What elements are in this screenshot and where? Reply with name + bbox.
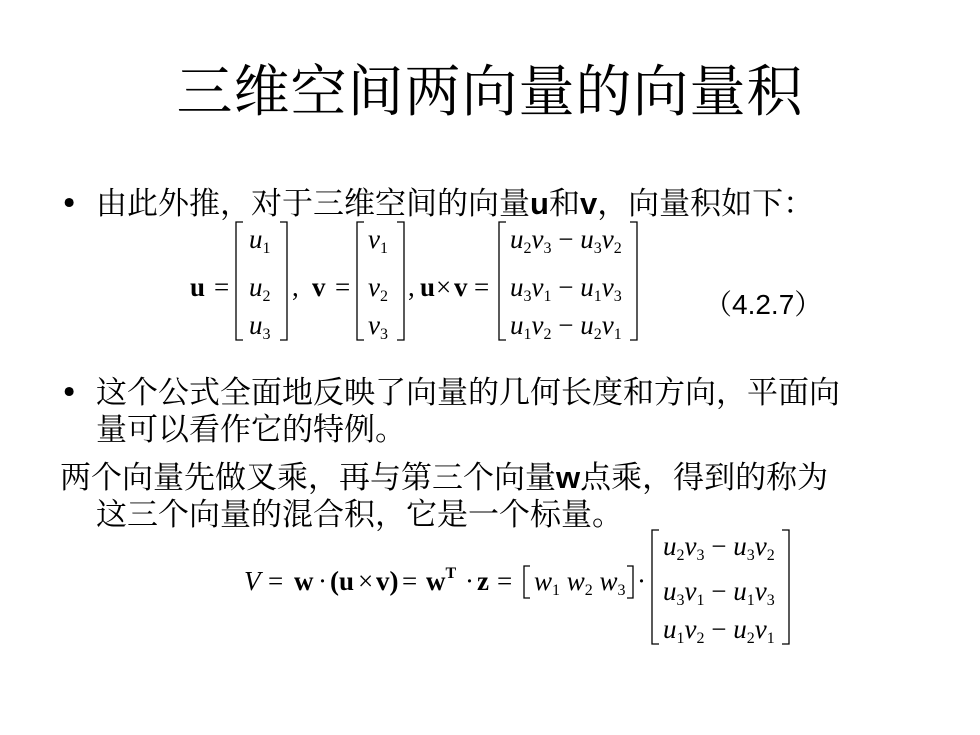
- svg-text:(u: (u: [330, 566, 355, 596]
- para3-w: w: [556, 460, 581, 495]
- svg-text:u1v2 − u2v1: u1v2 − u2v1: [663, 614, 775, 647]
- bullet-marker: •: [60, 186, 79, 222]
- svg-text:u1v2 − u2v1: u1v2 − u2v1: [510, 310, 622, 343]
- svg-text:=: =: [474, 272, 490, 302]
- eq-v-symbol: v: [312, 272, 326, 302]
- equation-number: （4.2.7）: [704, 289, 823, 320]
- bullet1-v: v: [579, 186, 598, 221]
- svg-text:w: w: [294, 566, 314, 596]
- svg-text:wT: $w^T$: [426, 565, 457, 596]
- svg-text:u3v1 − u1v3: u3v1 − u1v3: [663, 576, 775, 609]
- svg-text:,: ,: [292, 272, 299, 302]
- svg-text:=: =: [214, 272, 230, 302]
- svg-text:v3: v3: [368, 310, 388, 343]
- svg-text:u2: u2: [249, 272, 271, 305]
- bullet1-and: 和: [548, 186, 580, 222]
- svg-text:u: u: [420, 272, 436, 302]
- bullet1-suffix: ，向量积如下：: [597, 186, 815, 222]
- svg-text:v1: v1: [368, 224, 388, 257]
- svg-text:×: ×: [358, 566, 374, 596]
- svg-text:v: v: [454, 272, 468, 302]
- svg-text:,: ,: [408, 272, 415, 302]
- svg-text:·: ·: [637, 566, 646, 596]
- slide-title: 三维空间两向量的向量积: [176, 60, 804, 125]
- svg-text:=: =: [268, 566, 284, 596]
- svg-text:·: ·: [318, 566, 327, 596]
- left-bracket: [236, 222, 243, 340]
- svg-text:z: z: [477, 566, 489, 596]
- bullet1-prefix: 由此外推，对于三维空间的向量: [96, 186, 530, 222]
- bullet1-u: u: [530, 186, 549, 221]
- svg-text:u3: u3: [249, 310, 271, 343]
- svg-text:·: ·: [465, 566, 474, 596]
- svg-text:V: V: [244, 566, 261, 596]
- svg-text:v2: v2: [368, 272, 388, 305]
- svg-text:u2v3 − u3v2: u2v3 − u3v2: [510, 224, 622, 257]
- svg-text:u1: u1: [249, 224, 271, 257]
- para3-prefix: 两个向量先做叉乘，再与第三个向量: [60, 460, 556, 496]
- para3-suffix: 点乘，得到的称为: [580, 460, 829, 496]
- svg-text:×: ×: [436, 272, 452, 302]
- para3-line2: 这三个向量的混合积，它是一个标量。: [96, 497, 623, 533]
- bullet2-line2: 量可以看作它的特例。: [96, 412, 406, 448]
- svg-text:=: =: [335, 272, 351, 302]
- svg-text:u3v1 − u1v3: u3v1 − u1v3: [510, 272, 622, 305]
- svg-text:=: =: [402, 566, 418, 596]
- eq-u-symbol: u: [190, 272, 206, 302]
- right-bracket: [280, 222, 287, 340]
- svg-text:=: =: [497, 566, 513, 596]
- svg-text:u2v3 − u3v2: u2v3 − u3v2: [663, 531, 775, 564]
- svg-text:w1 w2 w3: w1 w2 w3: [534, 566, 626, 599]
- svg-text:v): v): [376, 566, 399, 596]
- bullet-marker: •: [60, 375, 79, 411]
- equation-mixed-product: [244, 530, 789, 647]
- bullet2-line1: 这个公式全面地反映了向量的几何长度和方向，平面向: [96, 375, 840, 411]
